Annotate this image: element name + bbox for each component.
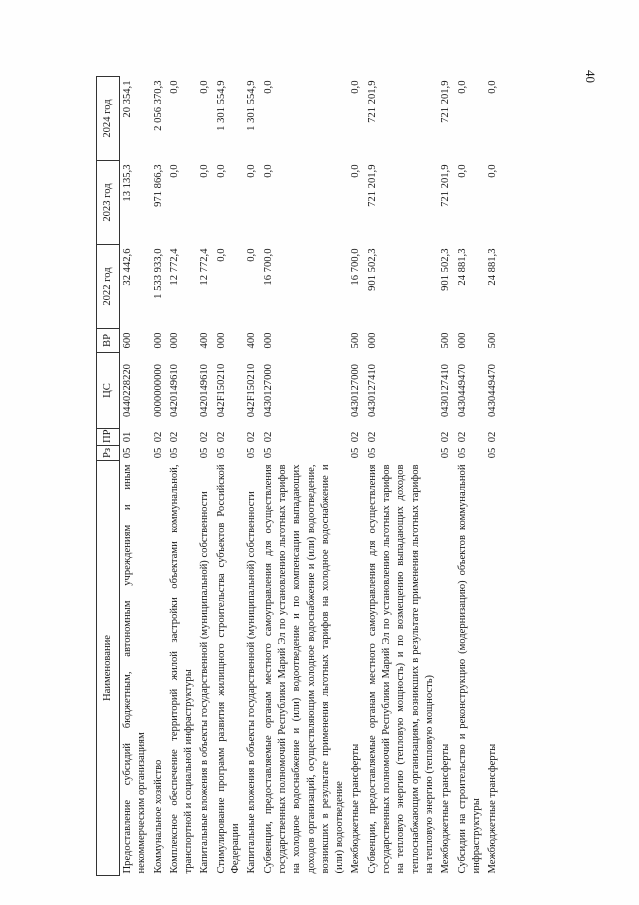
row-rz: 05 [366, 447, 378, 459]
row-2022: 1 533 933,0 [152, 248, 164, 299]
row-2022: 16 700,0 [350, 248, 362, 286]
row-vr: 000 [168, 332, 180, 349]
row-vr: 600 [122, 332, 133, 349]
row-2023: 0,0 [262, 164, 274, 178]
table-row [348, 77, 364, 876]
row-cs: 0430127410 [366, 364, 378, 417]
row-rz: 05 [168, 447, 180, 459]
row-vr: 500 [440, 332, 452, 349]
row-pr: 02 [487, 431, 499, 443]
table-row [438, 77, 454, 876]
row-2024: 0,0 [350, 80, 362, 94]
row-pr: 02 [168, 431, 180, 443]
table-header [97, 77, 120, 876]
row-name: Межбюджетные трансферты [487, 743, 499, 874]
row-name: Коммунальное хозяйство [152, 759, 164, 874]
row-cs: 0420149610 [168, 364, 180, 417]
table-body [120, 77, 502, 876]
table-row [214, 77, 245, 876]
row-cs: 0430127000 [350, 364, 362, 417]
table-row [197, 77, 213, 876]
row-2024: 0,0 [168, 80, 180, 94]
row-rz: 05 [456, 447, 468, 459]
row-2022: 901 502,3 [440, 248, 452, 291]
row-pr: 02 [262, 431, 274, 443]
header-vr: ВР [97, 329, 120, 353]
row-name: Субсидии на строительство и реконструкцию (модернизацию) объектов коммунальной инфраструктуры [456, 464, 482, 874]
row-cs: 0000000000 [152, 364, 164, 417]
row-2022: 12 772,4 [199, 248, 211, 286]
table-row [120, 77, 151, 876]
row-2022: 0,0 [246, 248, 258, 262]
row-vr: 400 [246, 332, 258, 349]
row-2023: 0,0 [350, 164, 362, 178]
row-rz: 05 [262, 447, 274, 459]
row-2024: 20 354,1 [122, 80, 133, 118]
row-name: Комплексное обеспечение территорий жилой застройки объектами коммунальной, транспортной и социальной инфраструктуры [168, 464, 195, 874]
row-2023: 721 201,9 [440, 164, 452, 207]
row-2023: 0,0 [246, 164, 258, 178]
row-rz: 05 [350, 447, 362, 459]
row-2024: 0,0 [199, 80, 211, 94]
budget-table [96, 76, 501, 876]
table-row [485, 77, 501, 876]
row-2022: 12 772,4 [168, 248, 180, 286]
row-pr: 01 [122, 431, 133, 443]
header-cs: ЦС [97, 353, 120, 429]
table-row [151, 77, 167, 876]
row-2023: 0,0 [168, 164, 180, 178]
row-cs: 0430449470 [456, 364, 468, 417]
row-name: Предоставление субсидий бюджетным, автономным учреждениям и иным некоммерческим организациям [122, 464, 148, 874]
row-2023: 721 201,9 [366, 164, 378, 207]
row-name: Капитальные вложения в объекты государственной (муниципальной) собственности [199, 491, 211, 874]
row-pr: 02 [350, 431, 362, 443]
row-vr: 500 [350, 332, 362, 349]
row-2022: 0,0 [215, 248, 227, 262]
row-pr: 02 [456, 431, 468, 443]
row-name: Субвенции, предоставляемые органам местного самоуправления для осуществления государственных полномочий Республики Марий Эл по установлению льготных тарифов на тепловую энергию (тепловую мощность) и по возмещению выпадающих доходов теплоснабжающим организациям, возникших в результате применения льготных тарифов на тепловую энергию (тепловую мощность) [366, 464, 435, 874]
row-rz: 05 [440, 447, 452, 459]
row-2023: 0,0 [456, 164, 468, 178]
row-vr: 000 [262, 332, 274, 349]
row-pr: 02 [215, 431, 227, 443]
row-vr: 400 [199, 332, 211, 349]
row-name: Межбюджетные трансферты [350, 743, 362, 874]
row-name: Субвенции, предоставляемые органам местного самоуправления для осуществления государственных полномочий Республики Марий Эл по установлению льготных тарифов на холодное водоснабжение и (или) водоотведение и по компенсации выпадающих доходов организаций, осуществляющим холодное водоснабжение и (или) водоотведение, возникших в результате применения льготных тарифов на холодное водоснабжение и (или) водоотведение [262, 464, 346, 874]
row-2024: 721 201,9 [366, 80, 378, 123]
row-2023: 0,0 [487, 164, 499, 178]
row-2023: 971 866,3 [152, 164, 164, 207]
page-number: 40 [583, 70, 598, 83]
table-row [455, 77, 486, 876]
row-name: Капитальные вложения в объекты государственной (муниципальной) собственности [246, 491, 258, 874]
row-cs: 0420149610 [199, 364, 211, 417]
row-name: Межбюджетные трансферты [440, 743, 452, 874]
row-2024: 0,0 [456, 80, 468, 94]
row-2023: 0,0 [215, 164, 227, 178]
table-row [261, 77, 349, 876]
row-2024: 721 201,9 [440, 80, 452, 123]
row-rz: 05 [152, 447, 164, 459]
header-rz: Рз [97, 446, 120, 461]
row-2023: 13 135,3 [122, 164, 133, 202]
table-row [244, 77, 260, 876]
row-vr: 000 [215, 332, 227, 349]
row-2024: 2 056 370,3 [152, 80, 164, 131]
row-cs: 0440228220 [122, 364, 133, 417]
row-2022: 901 502,3 [366, 248, 378, 291]
row-name: Стимулирование программ развития жилищного строительства субъектов Российской Федерации [215, 464, 242, 874]
row-rz: 05 [487, 447, 499, 459]
table-row [167, 77, 198, 876]
row-2024: 1 301 554,9 [246, 80, 258, 131]
row-rz: 05 [122, 447, 133, 459]
header-pr: ПР [97, 429, 120, 446]
row-2022: 24 881,3 [456, 248, 468, 286]
row-vr: 000 [456, 332, 468, 349]
row-rz: 05 [246, 447, 258, 459]
row-2023: 0,0 [199, 164, 211, 178]
row-2024: 0,0 [262, 80, 274, 94]
row-rz: 05 [199, 447, 211, 459]
row-2022: 32 442,6 [122, 248, 133, 286]
row-cs: 042F150210 [246, 363, 258, 418]
row-cs: 042F150210 [215, 363, 227, 418]
row-cs: 0430127000 [262, 364, 274, 417]
row-2022: 16 700,0 [262, 248, 274, 286]
header-name: Наименование [97, 461, 120, 876]
rotated-table-wrapper [96, 76, 596, 876]
row-2022: 24 881,3 [487, 248, 499, 286]
header-2023: 2023 год [97, 161, 120, 245]
header-2022: 2022 год [97, 245, 120, 329]
row-vr: 000 [152, 332, 164, 349]
row-2024: 1 301 554,9 [215, 80, 227, 131]
row-pr: 02 [246, 431, 258, 443]
row-rz: 05 [215, 447, 227, 459]
row-pr: 02 [440, 431, 452, 443]
table-row [365, 77, 438, 876]
row-pr: 02 [366, 431, 378, 443]
row-2024: 0,0 [487, 80, 499, 94]
row-cs: 0430449470 [487, 364, 499, 417]
row-vr: 500 [487, 332, 499, 349]
row-pr: 02 [199, 431, 211, 443]
row-vr: 000 [366, 332, 378, 349]
header-2024: 2024 год [97, 77, 120, 161]
row-cs: 0430127410 [440, 364, 452, 417]
row-pr: 02 [152, 431, 164, 443]
